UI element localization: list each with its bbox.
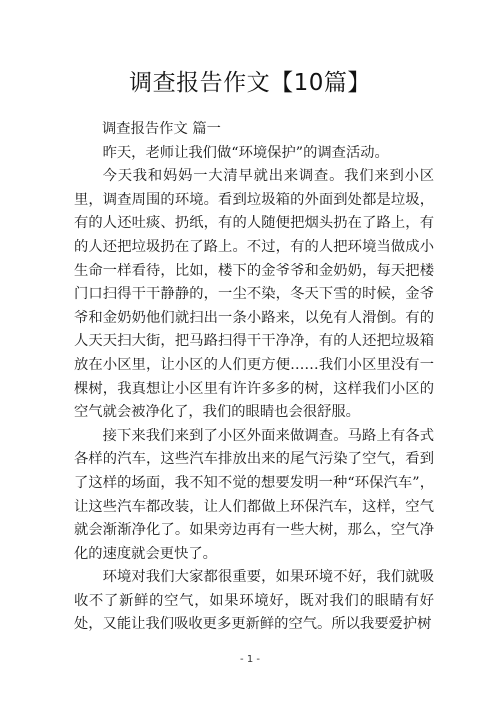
document-title: 调查报告作文【10篇】 (129, 70, 371, 96)
paragraph-3: 接下来我们来到了小区外面来做调查。马路上有各式各样的汽车，这些汽车排放出来的尾气污染了空气，看到了这样的场面，我不知不觉的想要发明一种“环保汽车”，让这些汽车都改装，让人们都做上环保汽车，这样，空气就会渐渐净化了。如果旁边再有一些大树，那么，空气净化的速度就会更快了。 (74, 427, 434, 562)
paragraph-2: 今天我和妈妈一大清早就出来调查。我们来到小区里，调查周围的环境。看到垃圾箱的外面到处都是垃圾，有的人还吐痰、扔纸，有的人随便把烟头扔在了路上，有的人还把垃圾扔在了路上。不过，有的人把环境当做成小生命一样看待，比如，楼下的金爷爷和金奶奶，每天把楼门口扫得干干静静的，一尘不染，冬天下雪的时候，金爷爷和金奶奶他们就扫出一条小路来，以免有人滑倒。有的人天天扫大街，把马路扫得干干净净，有的人还把垃圾箱放在小区里，让小区的人们更方便……我们小区里没有一棵树，我真想让小区里有许许多多的树，这样我们小区的空气就会被净化了，我们的眼睛也会很舒服。 (74, 168, 434, 421)
paragraph-1: 昨天，老师让我们做“环境保护”的调查活动。 (102, 144, 389, 161)
page-number: - 1 - (240, 654, 260, 665)
paragraph-4: 环境对我们大家都很重要，如果环境不好，我们就吸收不了新鲜的空气，如果环境好，既对我们的眼睛有好处，又能让我们吸收更多更新鲜的空气。所以我要爱护树 (74, 569, 434, 633)
document-body (74, 118, 434, 637)
section-heading: 调查报告作文 篇一 (102, 121, 221, 137)
